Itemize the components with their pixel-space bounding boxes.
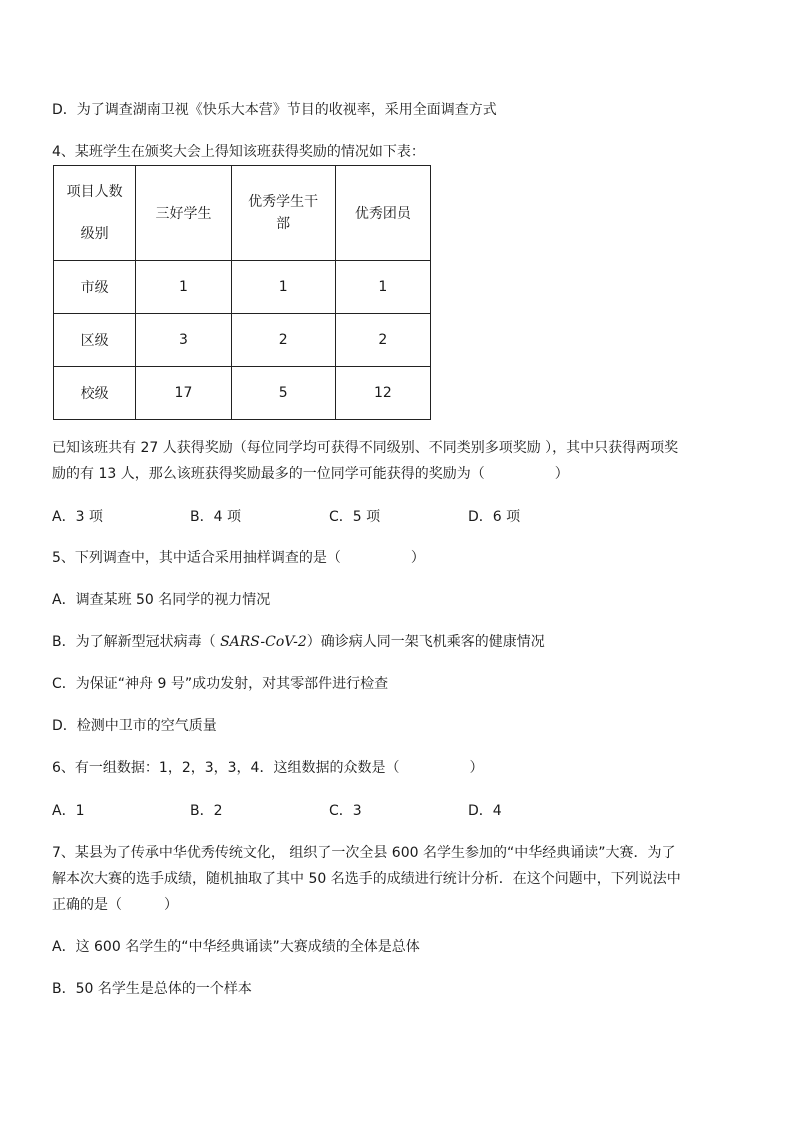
q7-option-b: B．50 名学生是总体的一个样本 [52,981,252,997]
cell-value: 3 [136,314,231,367]
q7-stem-line1: 7、某县为了传承中华优秀传统文化， 组织了一次全县 600 名学生参加的“中华经典诵读”大赛．为了 [52,845,676,861]
cell-value: 17 [136,367,231,420]
q5b-prefix: B．为了解新型冠状病毒（ [52,634,221,650]
cell-value: 12 [335,367,430,420]
q4-options [52,507,752,527]
q6-option-c: C．3 [329,803,362,819]
virus-name: SARS-CoV-2 [220,634,307,650]
q3-option-d: D．为了调查湖南卫视《快乐大本营》节目的收视率，采用全面调查方式 [52,102,497,118]
table-row [54,314,431,367]
table-header-row [54,166,431,261]
q4-option-c: C．5 项 [329,509,381,525]
row-level: 校级 [54,367,136,420]
table-row [54,367,431,420]
table-row [54,261,431,314]
cell-value: 5 [231,367,335,420]
q6-options [52,801,752,821]
q6-option-d: D．4 [468,803,502,819]
q4-option-d: D．6 项 [468,509,521,525]
corner-top-label: 项目人数 [66,184,123,200]
q4-text-line2: 励的有 13 人，那么该班获得奖励最多的一位同学可能获得的奖励为（ ） [52,466,569,482]
cell-value: 1 [136,261,231,314]
q5-option-b [52,632,545,652]
q5b-suffix: ）确诊病人同一架飞机乘客的健康情况 [306,634,545,650]
corner-bottom-label: 级别 [80,226,109,242]
col-header-student-cadre [231,166,335,261]
q5-option-a: A．调查某班 50 名同学的视力情况 [52,592,271,608]
q4-option-b: B．4 项 [190,509,241,525]
col-header-league-member: 优秀团员 [335,166,430,261]
award-table [53,165,431,420]
q7-stem-line2: 解本次大赛的选手成绩，随机抽取了其中 50 名选手的成绩进行统计分析．在这个问题中，下列说法中 [52,871,681,887]
q5-stem: 5、下列调查中，其中适合采用抽样调查的是（ ） [52,550,425,566]
table-corner-cell [54,166,136,261]
q4-option-a: A．3 项 [52,509,103,525]
q6-option-a: A．1 [52,803,85,819]
col2-line1: 优秀学生干 [248,194,319,210]
q5-option-c: C．为保证“神舟 9 号”成功发射，对其零部件进行检查 [52,676,389,692]
row-level: 区级 [54,314,136,367]
cell-value: 1 [335,261,430,314]
cell-value: 1 [231,261,335,314]
q7-option-a: A．这 600 名学生的“中华经典诵读”大赛成绩的全体是总体 [52,939,420,955]
q4-text-line1: 已知该班共有 27 人获得奖励（每位同学均可获得不同级别、不同类别多项奖励 ），其中只获得两项奖 [52,440,679,456]
q7-stem-line3: 正确的是（ ） [52,897,178,913]
col-header-merit-student: 三好学生 [136,166,231,261]
q4-stem: 4、某班学生在颁奖大会上得知该班获得奖励的情况如下表： [52,144,425,160]
q5-option-d: D．检测中卫市的空气质量 [52,718,217,734]
q6-option-b: B．2 [190,803,223,819]
row-level: 市级 [54,261,136,314]
col2-line2: 部 [276,216,291,232]
cell-value: 2 [335,314,430,367]
cell-value: 2 [231,314,335,367]
q6-stem: 6、有一组数据：1，2，3，3，4．这组数据的众数是（ ） [52,760,484,776]
